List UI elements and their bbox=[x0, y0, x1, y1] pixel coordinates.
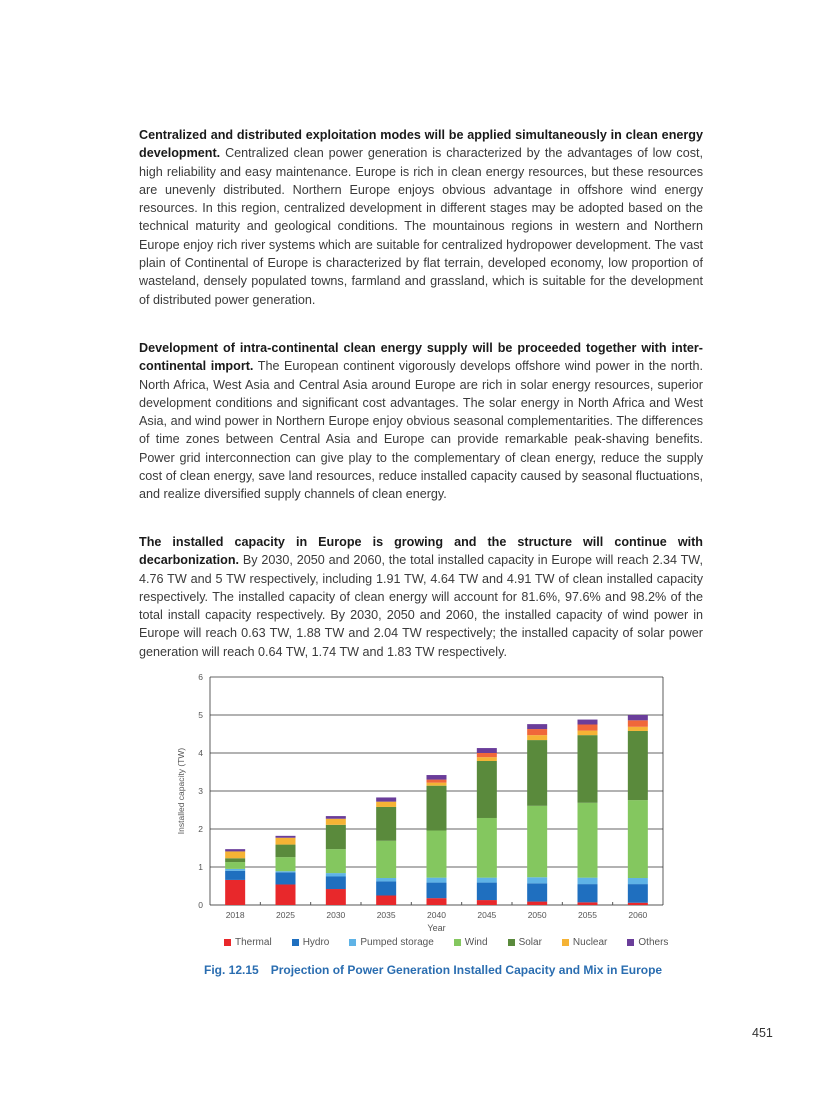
x-tick-label: 2025 bbox=[276, 910, 295, 920]
bar-segment-thermal bbox=[376, 896, 396, 906]
stacked-bar-chart bbox=[170, 668, 670, 958]
y-tick-label: 6 bbox=[198, 672, 203, 682]
paragraph-lead: Centralized and distributed exploitation modes will be applied simultaneously in clean energy development. bbox=[139, 128, 703, 161]
bar-segment-wind bbox=[427, 831, 447, 878]
bar-segment-nuclear bbox=[376, 802, 396, 807]
bar-segment-hydro bbox=[578, 884, 598, 902]
bar-segment-others bbox=[276, 836, 296, 838]
bar-segment-nuclear bbox=[427, 783, 447, 786]
bar-segment-solar bbox=[326, 825, 346, 849]
legend-label: Solar bbox=[518, 937, 542, 948]
bar-segment-thermal bbox=[427, 898, 447, 905]
bar-segment-thermal bbox=[628, 903, 648, 905]
x-axis-label: Year bbox=[427, 923, 446, 933]
paragraph-lead: Development of intra-continental clean energy supply will be proceeded together with inter-continental import. bbox=[139, 341, 703, 374]
y-tick-label: 5 bbox=[198, 710, 203, 720]
bar-segment-solar bbox=[477, 761, 497, 818]
bar-segment-nuclear bbox=[326, 819, 346, 825]
bar-segment-thermal bbox=[477, 900, 497, 905]
paragraph-body: The European continent vigorously develops offshore wind power in the north. North Africa, West Asia and Central Asia around Europe are rich in solar energy resources, superior development conditions and significant cost advantages. The solar energy in North Africa and West Asia, and wind power in Northern Europe enjoy obvious seasonal complementarities. The differences of time zones between Central Asia and Europe can provide remarkable peak-shaving benefits. Power grid interconnection can give play to the complementary of clean energy, reduce the supply cost of clean energy, save land resources, reduce installed capacity caused by seasonal fluctuations, and realize diversified supply channels of clean energy. bbox=[139, 359, 704, 502]
bar-segment-solar bbox=[628, 731, 648, 800]
legend-swatch-icon bbox=[224, 939, 231, 946]
bar-segment-pumped-storage bbox=[276, 871, 296, 872]
page-number: 451 bbox=[752, 1026, 773, 1040]
bar-segment-hydro bbox=[276, 872, 296, 884]
bar-segment-hydro bbox=[326, 877, 346, 890]
bar-segment-others bbox=[628, 715, 648, 720]
legend-label: Hydro bbox=[302, 937, 330, 948]
bar-segment-others bbox=[527, 724, 547, 729]
figure-title: Projection of Power Generation Installed Capacity and Mix in Europe bbox=[270, 963, 663, 977]
bar-segment-wind bbox=[527, 806, 547, 877]
legend-swatch-icon bbox=[508, 939, 515, 946]
paragraph-centralized-distributed bbox=[139, 126, 703, 309]
legend-label: Pumped storage bbox=[360, 937, 434, 948]
bar-segment-others bbox=[225, 849, 245, 851]
bar-segment-unlabeled bbox=[527, 729, 547, 735]
bar-segment-hydro bbox=[225, 871, 245, 880]
bar-segment-unlabeled bbox=[578, 725, 598, 731]
bar-segment-unlabeled bbox=[427, 780, 447, 783]
y-tick-label: 0 bbox=[198, 900, 203, 910]
legend-item-hydro bbox=[292, 937, 330, 948]
x-tick-label: 2045 bbox=[477, 910, 497, 920]
legend-item-thermal bbox=[224, 937, 272, 948]
bar-segment-others bbox=[326, 816, 346, 819]
bar-segment-hydro bbox=[527, 883, 547, 901]
figure-caption bbox=[204, 963, 662, 977]
y-tick-label: 4 bbox=[198, 748, 203, 758]
y-axis-label: Installed capacity (TW) bbox=[176, 747, 186, 835]
x-tick-label: 2060 bbox=[628, 910, 648, 920]
bar-segment-thermal bbox=[578, 902, 598, 905]
bar-segment-nuclear bbox=[477, 757, 497, 761]
bar-segment-wind bbox=[276, 857, 296, 871]
bar-segment-thermal bbox=[225, 880, 245, 905]
legend-swatch-icon bbox=[349, 939, 356, 946]
legend-swatch-icon bbox=[627, 939, 634, 946]
bar-segment-pumped-storage bbox=[225, 869, 245, 871]
bar-segment-hydro bbox=[376, 881, 396, 895]
bar-segment-wind bbox=[225, 862, 245, 869]
bar-segment-wind bbox=[376, 841, 396, 878]
x-tick-label: 2050 bbox=[527, 910, 547, 920]
paragraph-intra-inter-continental bbox=[139, 339, 703, 504]
paragraph-installed-capacity bbox=[139, 533, 703, 661]
y-tick-label: 3 bbox=[198, 786, 203, 796]
bar-segment-solar bbox=[276, 845, 296, 858]
legend-label: Thermal bbox=[235, 937, 272, 948]
bar-segment-thermal bbox=[276, 884, 296, 905]
paragraph-lead: The installed capacity in Europe is growing and the structure will continue with decarbonization. bbox=[139, 535, 703, 568]
legend-label: Wind bbox=[464, 937, 488, 948]
bar-segment-unlabeled bbox=[628, 720, 648, 726]
bar-segment-nuclear bbox=[225, 851, 245, 858]
bar-segment-solar bbox=[225, 858, 245, 862]
chart-canvas bbox=[170, 668, 670, 938]
bar-segment-pumped-storage bbox=[477, 878, 497, 883]
bar-segment-others bbox=[376, 797, 396, 801]
x-tick-label: 2040 bbox=[427, 910, 446, 920]
bar-segment-pumped-storage bbox=[376, 878, 396, 881]
bar-segment-others bbox=[477, 748, 497, 753]
bar-segment-wind bbox=[628, 800, 648, 878]
legend-swatch-icon bbox=[454, 939, 461, 946]
bar-segment-wind bbox=[578, 803, 598, 878]
legend-swatch-icon bbox=[562, 939, 569, 946]
y-tick-label: 1 bbox=[198, 862, 203, 872]
bar-segment-hydro bbox=[427, 883, 447, 899]
bar-segment-thermal bbox=[527, 902, 547, 905]
figure-number: Fig. 12.15 bbox=[204, 963, 259, 977]
chart-legend bbox=[224, 937, 669, 948]
bar-segment-nuclear bbox=[276, 838, 296, 845]
legend-item-others bbox=[627, 937, 668, 948]
y-tick-label: 2 bbox=[198, 824, 203, 834]
legend-label: Nuclear bbox=[572, 937, 608, 948]
legend-item-pumped-storage bbox=[349, 937, 433, 948]
legend-item-solar bbox=[508, 937, 542, 948]
x-tick-label: 2018 bbox=[225, 910, 245, 920]
bar-segment-others bbox=[427, 775, 447, 780]
bar-segment-nuclear bbox=[527, 735, 547, 740]
bar-segment-pumped-storage bbox=[628, 878, 648, 884]
legend-swatch-icon bbox=[292, 939, 299, 946]
bar-segment-nuclear bbox=[628, 727, 648, 731]
bar-segment-unlabeled bbox=[477, 753, 497, 757]
bar-segment-pumped-storage bbox=[578, 878, 598, 884]
legend-item-wind bbox=[454, 937, 488, 948]
bar-segment-pumped-storage bbox=[527, 877, 547, 883]
x-tick-label: 2055 bbox=[578, 910, 597, 920]
legend-item-nuclear bbox=[562, 937, 607, 948]
paragraph-body: By 2030, 2050 and 2060, the total installed capacity in Europe will reach 2.34 TW, 4.76 TW and 5 TW respectively, including 1.91 TW, 4.64 TW and 4.91 TW of clean installed capacity respectively. The installed capacity of clean energy will account for 81.6%, 97.6% and 98.2% of the total install capacity respectively. By 2030, 2050 and 2060, the installed capacity of wind power in Europe will reach 0.63 TW, 1.88 TW and 2.04 TW respectively; the installed capacity of solar power generation will reach 0.64 TW, 1.74 TW and 1.83 TW respectively. bbox=[139, 553, 703, 659]
x-tick-label: 2030 bbox=[326, 910, 346, 920]
bar-segment-solar bbox=[578, 735, 598, 803]
bar-segment-pumped-storage bbox=[427, 878, 447, 883]
bar-segment-wind bbox=[477, 818, 497, 878]
bar-segment-wind bbox=[326, 849, 346, 873]
bar-segment-thermal bbox=[326, 889, 346, 905]
bar-segment-solar bbox=[376, 807, 396, 841]
paragraph-body: Centralized clean power generation is characterized by the advantages of low cost, high reliability and easy maintenance. Europe is rich in clean energy resources, but these resources are unevenly distributed. Northern Europe enjoys obvious advantage in offshore wind energy resources. In this region, centralized development in different stages may be adopted based on the technical maturity and geological conditions. The mountainous regions in western and Northern Europe enjoy rich river systems which are suitable for centralized hydropower development. The vast plain of Continental of Europe is characterized by flat terrain, developed economy, low proportion of wasteland, densely populated towns, farmland and grassland, which is suitable for the development of distributed power generation. bbox=[139, 146, 703, 307]
bar-segment-others bbox=[578, 720, 598, 725]
bar-segment-pumped-storage bbox=[326, 873, 346, 876]
bar-segment-hydro bbox=[477, 883, 497, 900]
bar-segment-hydro bbox=[628, 884, 648, 903]
bar-segment-nuclear bbox=[578, 731, 598, 736]
bar-segment-solar bbox=[527, 740, 547, 806]
x-tick-label: 2035 bbox=[376, 910, 396, 920]
bar-segment-solar bbox=[427, 786, 447, 831]
legend-label: Others bbox=[638, 937, 669, 948]
